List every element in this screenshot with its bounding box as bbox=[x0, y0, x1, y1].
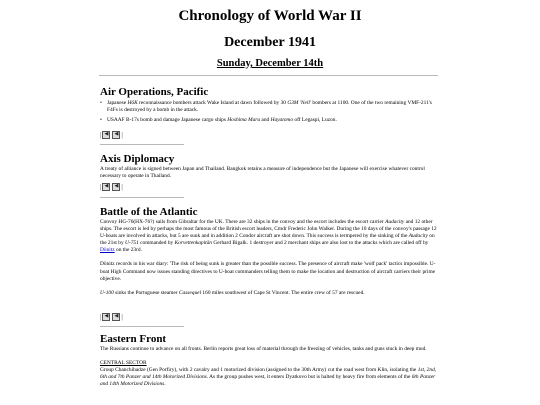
nav-bracket-left: | bbox=[100, 131, 102, 139]
air-operations-list bbox=[100, 100, 438, 127]
paragraph: Convoy HG-76(HX-76?) sails from Gibraltar for the UK. There are 32 ships in the convoy and the escort includes the escort carrier Audacity and 12 other ships. The escort is led by perhaps the most famous of the British escort leaders, Cmdr Frederic John Walker. During the 10 days of the convoy's passage 12 U-boats are involved in attacks, but 5 are sunk and in addition 2 Condor aircraft are shot down. This success is termpered by the sinking of the Audacity on the 21st by U-751 commanded by Korvettenkapitän Gerhard Bigalk. 1 destroyer and 2 merchant ships are also lost to the attacks which are called off by Dönitz on the 23rd. bbox=[100, 219, 437, 254]
prev-page-icon[interactable]: ◀ bbox=[102, 313, 110, 321]
prev-page-icon[interactable]: ◀ bbox=[102, 183, 110, 191]
paragraph: Dönitz records in his war diary: 'The risk of being sunk is greater than the possible success. The presence of aircraft make 'wolf pack' tactics impossible. U-boat High Command now issues standing directives to U-boat commanders telling them to make the location and destruction of aircraft carriers their prime objective. bbox=[100, 261, 436, 282]
italic-text: G3M 'Nell' bbox=[287, 100, 312, 106]
italic-text: Audacity bbox=[408, 233, 428, 240]
section-title-axis-diplomacy: Axis Diplomacy bbox=[100, 153, 175, 165]
air-ops-item: • Japanese H6K reconnaissance bombers attack Wake Island at dawn followed by 30 G3M 'Nell' bombers at 1100. One of the two remaining VMF-211's F4Fs is destroyed by a bomb in the attack. bbox=[100, 100, 438, 114]
section-divider bbox=[100, 197, 184, 198]
nav-controls-air bbox=[100, 131, 123, 139]
paragraph: Group Chanchibadze (Gen Porfiry), with 2 cavalry and 1 motorized division (assigned to the 30th Army) cut the road west from Klin, isolating the 1st, 2nd, 6th and 7th Panzer and 14th Motorized Divisions. As the group pushes west, it enters Dyatkovo but is halted by heavy fire from elements of the 6th Panzer and 14th Motorized Divisions. bbox=[100, 367, 437, 388]
air-ops-item: • USAAF B-17s bomb and damage Japanese cargo ships Hoshima Maru and Hayatomo off Legaspi, Luzon. bbox=[100, 117, 438, 124]
prev-page-icon[interactable]: ◀ bbox=[102, 131, 110, 139]
atlantic-text bbox=[100, 219, 438, 297]
italic-text: 1st, 2nd, 6th and 7th Panzer and 14th Motorized Divisions bbox=[100, 367, 437, 381]
nav-bracket-right: | bbox=[121, 131, 123, 139]
section-title-air-operations: Air Operations, Pacific bbox=[100, 86, 209, 98]
italic-text: Hoshima Maru bbox=[227, 117, 261, 124]
prev-page-icon[interactable]: ◀ bbox=[112, 131, 120, 139]
inline-link[interactable]: Dönitz bbox=[100, 247, 115, 254]
section-title-eastern-front: Eastern Front bbox=[100, 333, 167, 345]
nav-controls-atlantic bbox=[100, 313, 123, 321]
italic-text: Korvettenkapitän bbox=[174, 240, 213, 247]
italic-text: 6th Panzer and 14th Motorized Divisions bbox=[100, 374, 436, 388]
axis-diplomacy-text bbox=[100, 166, 438, 180]
prev-page-icon[interactable]: ◀ bbox=[112, 313, 120, 321]
nav-bracket-right: | bbox=[121, 313, 123, 321]
section-title-battle-of-the-atlantic: Battle of the Atlantic bbox=[100, 206, 198, 218]
italic-text: Hayatomo bbox=[270, 117, 294, 124]
subheading-central-sector: CENTRAL SECTOR bbox=[100, 360, 147, 367]
nav-bracket-left: | bbox=[100, 313, 102, 321]
eastern-front-text bbox=[100, 346, 438, 388]
italic-text: H6K bbox=[127, 100, 138, 106]
nav-controls-diplomacy bbox=[100, 183, 123, 191]
date-heading: Sunday, December 14th bbox=[216, 58, 324, 69]
nav-bracket-right: | bbox=[121, 183, 123, 191]
nav-bracket-left: | bbox=[100, 183, 102, 191]
paragraph: A treaty of alliance is signed between Japan and Thailand. Bangkok retains a measure of independence but the Japanese will exercise whatever control necessary to operate in Thailand. bbox=[100, 166, 425, 180]
section-divider bbox=[100, 144, 184, 145]
prev-page-icon[interactable]: ◀ bbox=[112, 183, 120, 191]
section-divider bbox=[100, 326, 184, 327]
italic-text: Audacity bbox=[385, 219, 405, 225]
paragraph: U-100 sinks the Portuguese steamer Cassequel 160 miles southwest of Cape St Vincent. The entire crew of 57 are rescued. bbox=[100, 289, 365, 296]
top-divider bbox=[99, 75, 438, 76]
month-heading: December 1941 bbox=[224, 35, 316, 50]
italic-text: U-751 bbox=[125, 240, 139, 247]
paragraph: The Russians continue to advance on all fronts. Berlin reports great loss of material through the freezing of vehicles, tanks and guns stuck in deep mud. bbox=[100, 346, 427, 352]
italic-text: U-100 bbox=[100, 289, 114, 296]
page-title: Chronology of World War II bbox=[178, 8, 362, 24]
italic-text: Cassequel bbox=[178, 289, 202, 296]
